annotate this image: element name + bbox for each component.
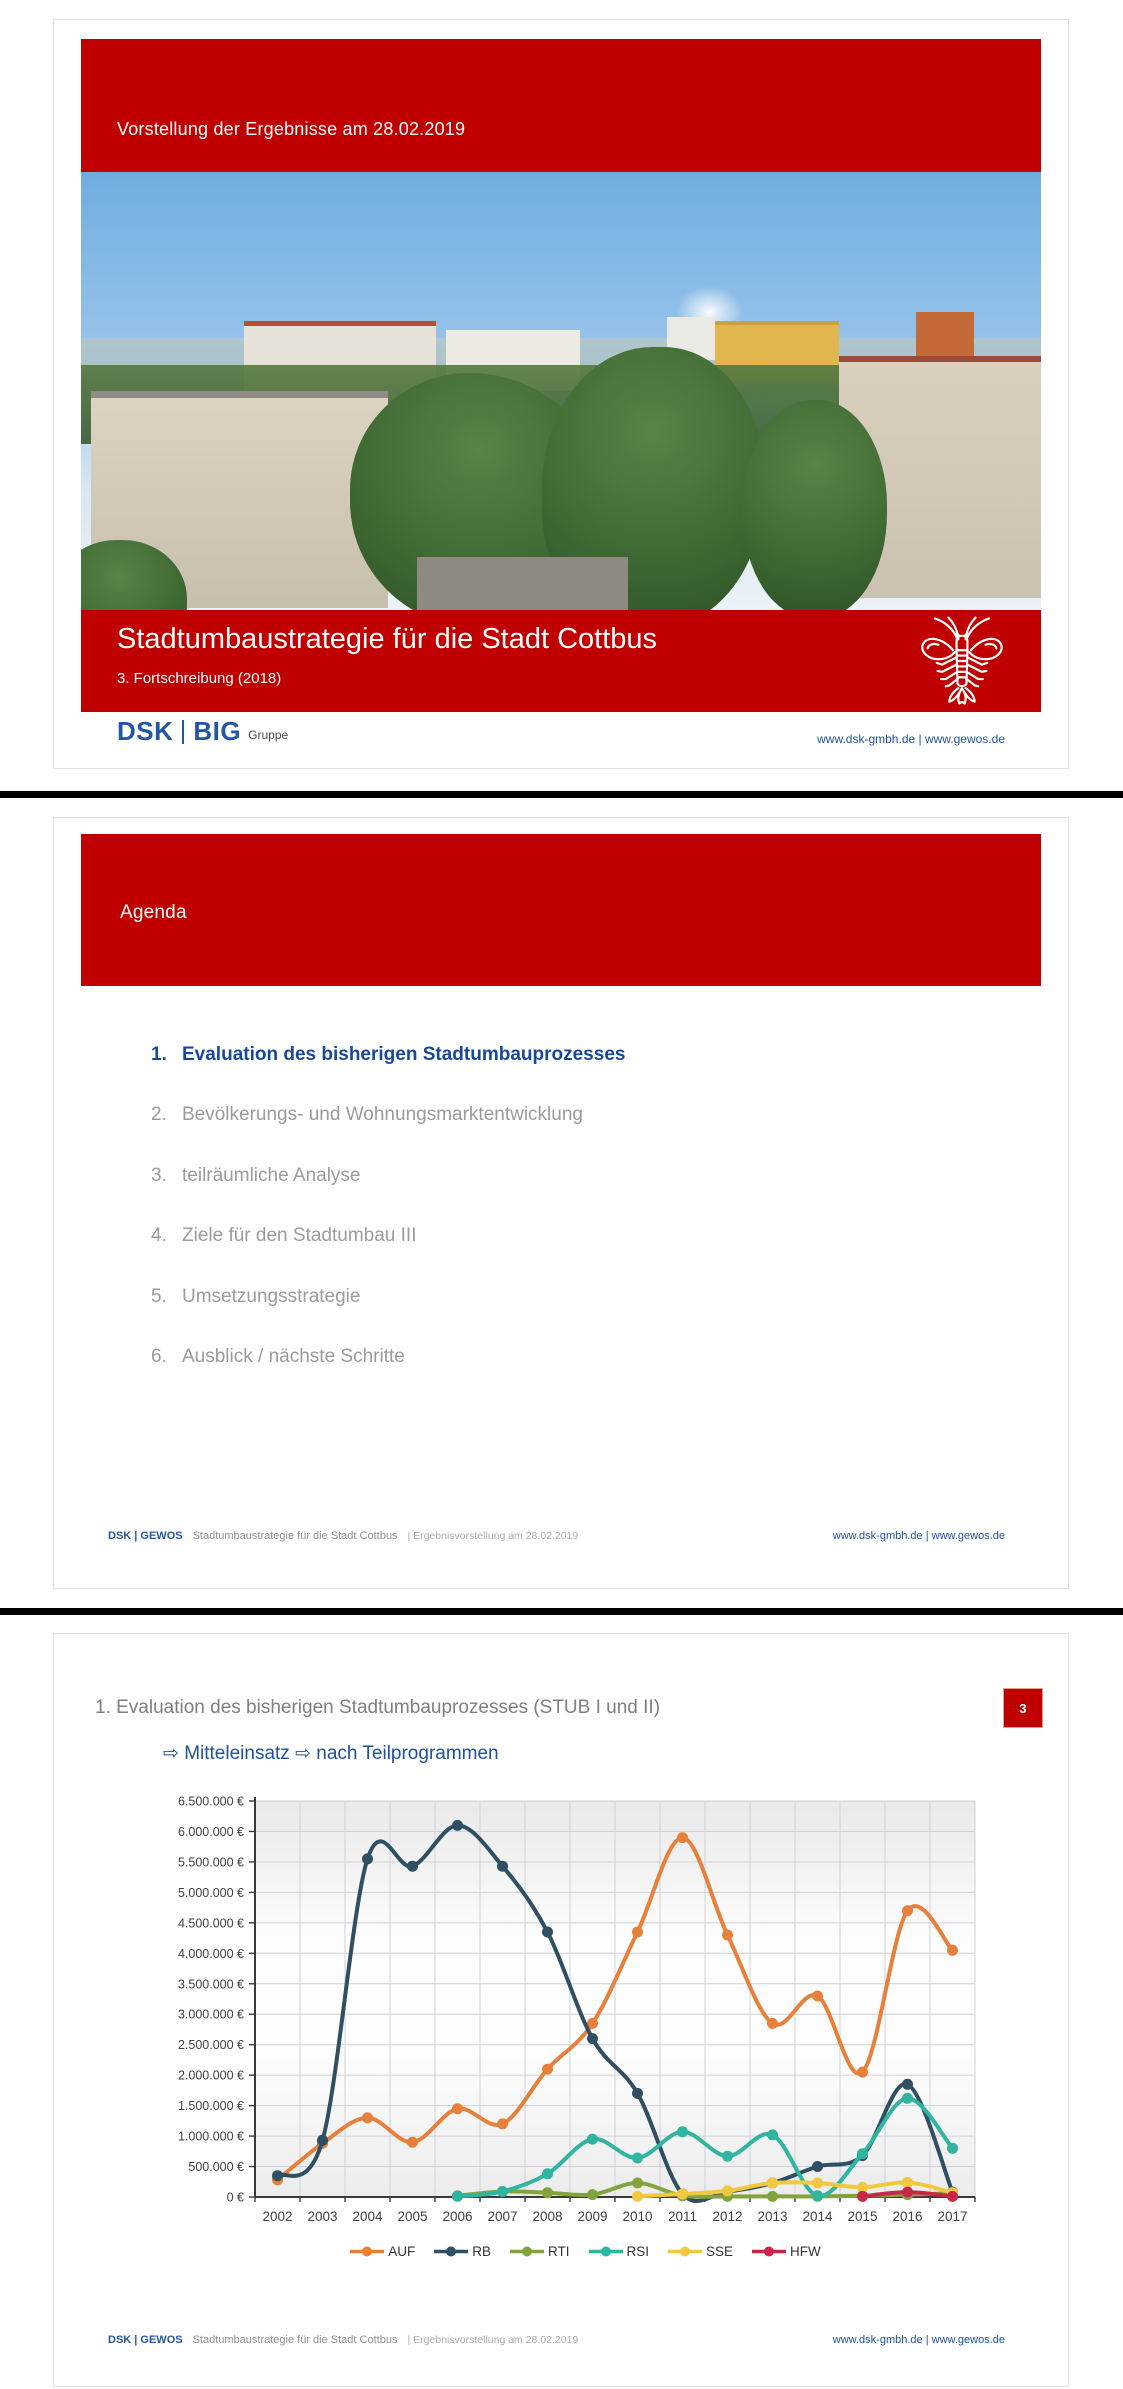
agenda-number: 3. [151,1164,167,1186]
legend-item-AUF [349,2244,415,2259]
agenda-item-5 [151,1286,625,1346]
legend-label: RSI [626,2244,650,2259]
agenda-number: 2. [151,1104,167,1126]
logo-divider [182,720,184,744]
svg-text:500.000 €: 500.000 € [188,2160,244,2175]
agenda-number: 4. [151,1225,167,1247]
svg-text:6.500.000 €: 6.500.000 € [177,1794,244,1809]
svg-text:2004: 2004 [352,2209,383,2224]
legend-label: HFW [790,2244,821,2259]
legend-label: AUF [388,2244,416,2259]
svg-text:5.500.000 €: 5.500.000 € [177,1855,244,1870]
svg-text:1.500.000 €: 1.500.000 € [177,2099,244,2114]
agenda-number: 6. [151,1345,167,1367]
svg-text:2016: 2016 [892,2209,923,2224]
svg-text:2010: 2010 [622,2209,653,2224]
footer-brand: DSK | GEWOS [108,1530,183,1542]
svg-text:2014: 2014 [802,2209,833,2224]
footer-title: Stadtumbaustrategie für die Stadt Cottbus [192,1530,398,1542]
agenda-header-band [81,834,1041,986]
photo-tree [743,400,887,610]
page-number-badge: 3 [1003,1688,1043,1728]
svg-text:2006: 2006 [442,2209,473,2224]
svg-text:2002: 2002 [262,2209,293,2224]
svg-text:1.000.000 €: 1.000.000 € [177,2129,244,2144]
page-separator [0,791,1123,798]
slide-chart-mitteleinsatz [54,1634,1068,2386]
chart-slide-title: 1. Evaluation des bisherigen Stadtumbauprozesses (STUB I und II) [95,1697,661,1718]
logo-big: BIG [193,716,242,746]
legend-item-HFW [751,2244,821,2259]
agenda-label: Evaluation des bisherigen Stadtumbauprozesses [182,1044,626,1065]
agenda-label: Umsetzungsstrategie [182,1285,361,1307]
footer-left [108,1530,578,1542]
legend-swatch-RTI [509,2245,545,2258]
legend-item-RTI [509,2244,570,2259]
agenda-item-1 [151,1044,625,1104]
slide-title-page [54,20,1068,768]
agenda-number: 1. [151,1044,167,1065]
svg-text:2017: 2017 [937,2209,968,2224]
logo-gruppe: Gruppe [248,728,289,742]
svg-text:2013: 2013 [757,2209,788,2224]
slide-footer [108,2334,1005,2346]
logo-dsk: DSK [117,716,174,746]
footer-brand: DSK | GEWOS [108,2334,183,2346]
cottbus-crayfish-crest-icon [915,614,1009,708]
cityscape-photo [81,172,1041,610]
svg-text:3.500.000 €: 3.500.000 € [177,1977,244,1992]
legend-label: RTI [547,2244,570,2259]
svg-text:2012: 2012 [712,2209,743,2224]
legend-label: RB [472,2244,491,2259]
legend-swatch-AUF [349,2245,385,2258]
svg-text:2.000.000 €: 2.000.000 € [177,2068,244,2083]
presentation-subtitle: 3. Fortschreibung (2018) [117,670,282,687]
website-links[interactable]: www.dsk-gmbh.de | www.gewos.de [832,1530,1005,1542]
svg-text:0 €: 0 € [226,2190,244,2205]
x-axis-labels [262,2209,967,2224]
page-separator [0,1608,1123,1615]
slide-agenda [54,818,1068,1588]
agenda-label: teilräumliche Analyse [182,1164,361,1186]
legend-label: SSE [706,2244,734,2259]
svg-text:3.000.000 €: 3.000.000 € [177,2007,244,2022]
agenda-item-4 [151,1225,625,1285]
svg-text:6.000.000 €: 6.000.000 € [177,1824,244,1839]
footer-meta: | Ergebnisvorstellung am 28.02.2019 [407,2334,579,2346]
svg-text:4.000.000 €: 4.000.000 € [177,1946,244,1961]
agenda-label: Ausblick / nächste Schritte [182,1345,405,1367]
agenda-label: Ziele für den Stadtumbau III [182,1225,417,1247]
website-links[interactable]: www.dsk-gmbh.de | www.gewos.de [832,2334,1005,2346]
svg-text:4.500.000 €: 4.500.000 € [177,1916,244,1931]
y-axis-labels [178,1795,244,2205]
footer-title: Stadtumbaustrategie für die Stadt Cottbus [192,2334,398,2346]
photo-roof [417,557,628,610]
agenda-list [151,1044,625,1406]
dsk-big-logo [117,718,288,744]
title-slide-header-band [81,39,1041,172]
title-banner [81,610,1041,712]
agenda-item-2 [151,1104,625,1164]
svg-text:5.000.000 €: 5.000.000 € [177,1885,244,1900]
legend-swatch-SSE [667,2245,703,2258]
svg-text:2.500.000 €: 2.500.000 € [177,2038,244,2053]
svg-text:2008: 2008 [532,2209,563,2224]
legend-item-RB [433,2244,491,2259]
slide-footer [108,1530,1005,1542]
svg-text:2011: 2011 [667,2209,698,2224]
chart-legend [175,2244,995,2259]
svg-text:2003: 2003 [307,2209,338,2224]
svg-text:2007: 2007 [487,2209,518,2224]
mitteleinsatz-line-chart [175,1784,995,2244]
footer-left [108,2334,578,2346]
legend-swatch-HFW [751,2245,787,2258]
svg-text:2009: 2009 [577,2209,608,2224]
svg-text:2005: 2005 [397,2209,428,2224]
legend-swatch-RB [433,2245,469,2258]
website-links[interactable]: www.dsk-gmbh.de | www.gewos.de [817,732,1005,746]
agenda-number: 5. [151,1285,167,1307]
agenda-item-6 [151,1346,625,1406]
svg-text:2015: 2015 [847,2209,878,2224]
presentation-date-line: Vorstellung der Ergebnisse am 28.02.2019 [117,119,466,139]
legend-item-RSI [588,2244,650,2259]
chart-slide-subline: ⇨ Mitteleinsatz ⇨ nach Teilprogrammen [163,1743,499,1764]
agenda-heading: Agenda [120,902,187,923]
presentation-title: Stadtumbaustrategie für die Stadt Cottbus [117,623,658,655]
agenda-item-3 [151,1165,625,1225]
legend-swatch-RSI [588,2245,624,2258]
legend-item-SSE [667,2244,733,2259]
footer-meta: | Ergebnisvorstellung am 28.02.2019 [407,1530,579,1542]
agenda-label: Bevölkerungs- und Wohnungsmarktentwicklung [182,1104,583,1126]
